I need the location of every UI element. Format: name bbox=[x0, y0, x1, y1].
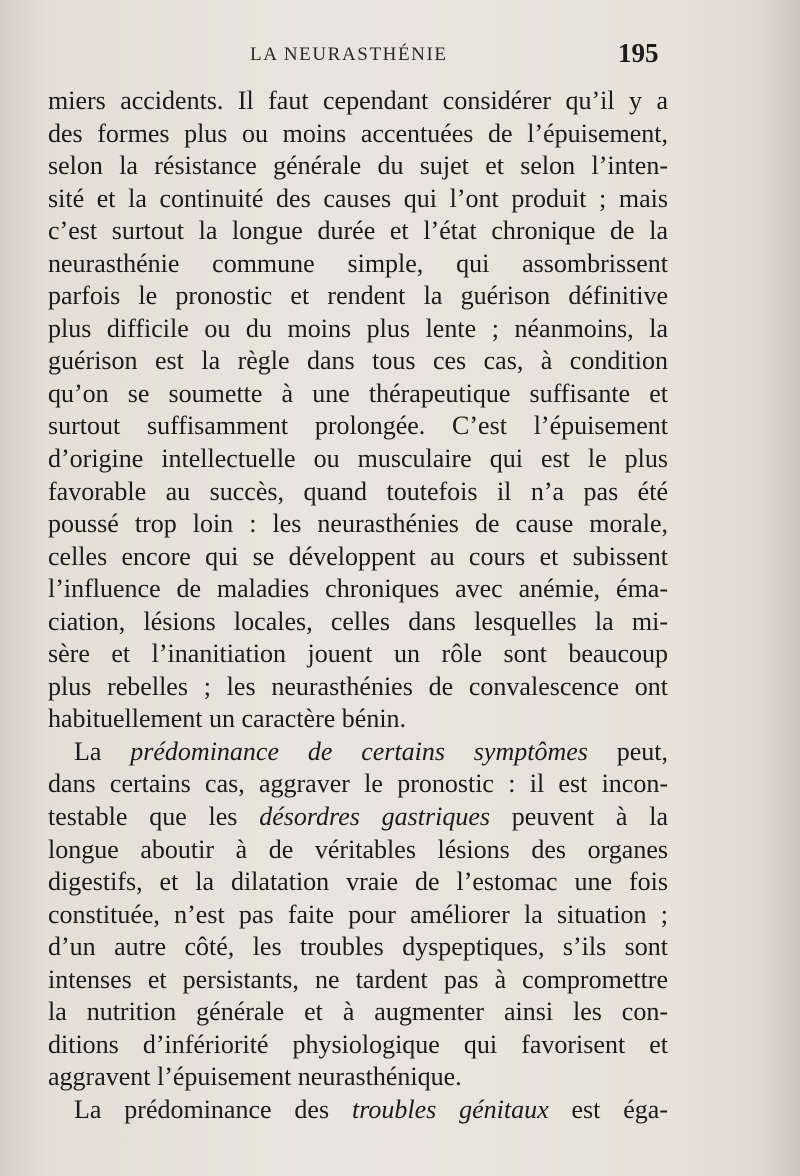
line-segment: peuvent à la bbox=[490, 802, 668, 832]
paragraph-last-line: aggravent l’épuisement neurasthénique. bbox=[48, 1062, 462, 1092]
paragraph-last-line: habituellement un caractère bénin. bbox=[48, 704, 407, 734]
paragraph-first-line bbox=[48, 1094, 668, 1127]
text-line: dans certains cas, aggraver le pronostic : il est incon- bbox=[48, 769, 668, 799]
text-line: digestifs, et la dilatation vraie de l’estomac une fois bbox=[48, 867, 668, 897]
text-line: la nutrition générale et à augmenter ainsi les con- bbox=[48, 997, 668, 1027]
text-line: ciation, lésions locales, celles dans lesquelles la mi- bbox=[48, 606, 668, 636]
page-number: 195 bbox=[618, 38, 659, 68]
running-head-title: LA NEURASTHÉNIE bbox=[250, 44, 448, 65]
line-segment: testable que les bbox=[48, 802, 260, 832]
text-line: parfois le pronostic et rendent la guérison définitive bbox=[48, 281, 668, 311]
paragraph-first-line bbox=[48, 736, 668, 769]
line-segment: est éga- bbox=[548, 1094, 668, 1124]
text-line: celles encore qui se développent au cours et subissent bbox=[48, 541, 668, 571]
text-line: intenses et persistants, ne tardent pas à compromettre bbox=[48, 964, 668, 994]
line-segment: La bbox=[74, 736, 131, 766]
line-segment: peut, bbox=[587, 736, 669, 766]
text-line: plus difficile ou du moins plus lente ; néanmoins, la bbox=[48, 313, 668, 343]
text-line: sité et la continuité des causes qui l’ont produit ; mais bbox=[48, 183, 668, 213]
text-line: longue aboutir à de véritables lésions des organes bbox=[48, 834, 668, 864]
text-line: poussé trop loin : les neurasthénies de cause morale, bbox=[48, 509, 668, 539]
text-line: miers accidents. Il faut cependant considérer qu’il y a bbox=[48, 86, 668, 115]
text-line: d’un autre côté, les troubles dyspeptiques, s’ils sont bbox=[48, 932, 668, 962]
text-line: surtout suffisamment prolongée. C’est l’épuisement bbox=[48, 411, 668, 441]
text-line: c’est surtout la longue durée et l’état chronique de la bbox=[48, 216, 668, 246]
line-segment: La prédominance des bbox=[74, 1094, 352, 1124]
page-edge-shadow bbox=[760, 0, 800, 1176]
text-line bbox=[48, 801, 668, 834]
text-line: des formes plus ou moins accentuées de l’épuisement, bbox=[48, 118, 668, 148]
body-text bbox=[48, 85, 668, 1127]
text-line: neurasthénie commune simple, qui assombrissent bbox=[48, 248, 668, 278]
text-line: constituée, n’est pas faite pour améliorer la situation ; bbox=[48, 899, 668, 929]
text-line: d’origine intellectuelle ou musculaire qui est le plus bbox=[48, 444, 668, 474]
text-line: selon la résistance générale du sujet et selon l’inten- bbox=[48, 151, 668, 181]
italic-phrase: troubles génitaux bbox=[351, 1094, 549, 1124]
text-line: guérison est la règle dans tous ces cas, à condition bbox=[48, 346, 668, 376]
italic-phrase: désordres gastriques bbox=[259, 802, 490, 832]
italic-phrase: prédominance de certains symptômes bbox=[130, 736, 588, 766]
text-line: qu’on se soumette à une thérapeutique suffisante et bbox=[48, 378, 668, 408]
text-line: plus rebelles ; les neurasthénies de convalescence ont bbox=[48, 671, 668, 701]
text-line: l’influence de maladies chroniques avec anémie, éma- bbox=[48, 574, 668, 604]
text-line: ditions d’infériorité physiologique qui favorisent et bbox=[48, 1029, 668, 1059]
text-line: sère et l’inanitiation jouent un rôle sont beaucoup bbox=[48, 639, 668, 669]
text-line: favorable au succès, quand toutefois il n’a pas été bbox=[48, 476, 668, 506]
